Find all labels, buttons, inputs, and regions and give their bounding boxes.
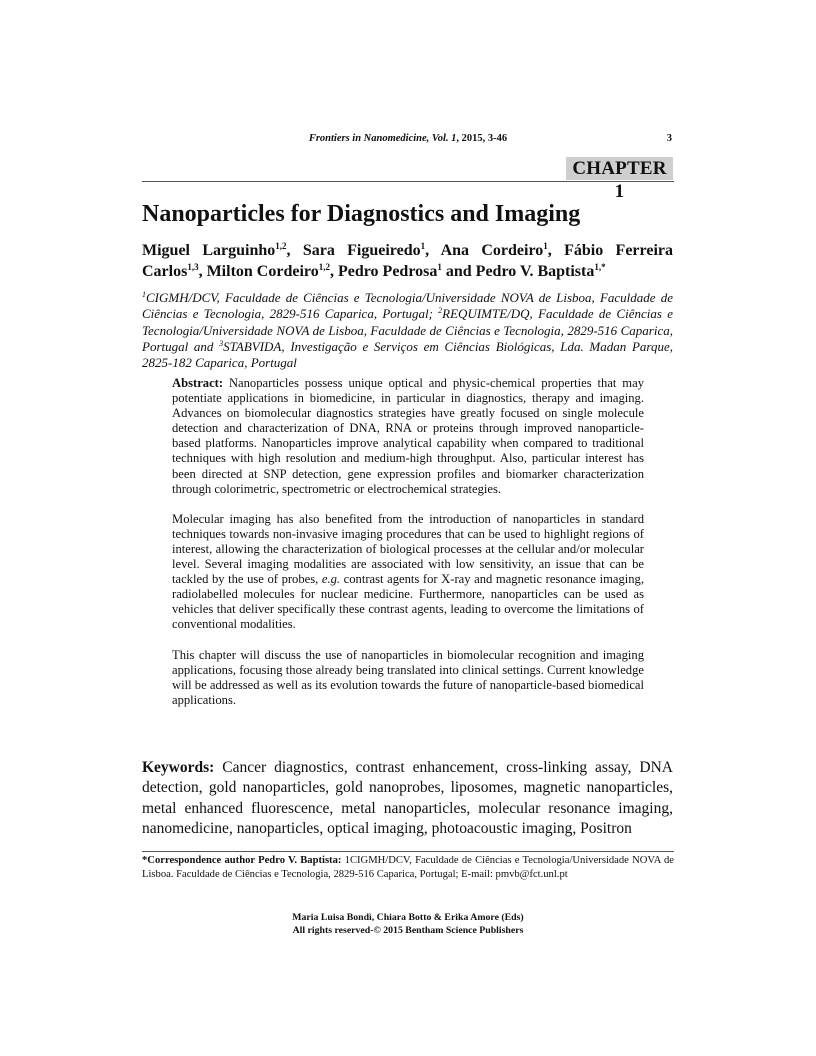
- author-separator: ,: [329, 263, 338, 280]
- keywords: [142, 758, 673, 839]
- author-affil-sup: 1: [437, 262, 442, 272]
- author-affil-sup: 1: [543, 241, 548, 251]
- abstract-text-italic: e.g.: [321, 572, 341, 587]
- header-rule: [142, 181, 674, 182]
- keywords-text: Cancer diagnostics, contrast enhancement, cross-linking assay, DNA detection, gold nanoparticles, gold nanoprobes, liposomes, magnetic nanoparticles, metal enhanced fluorescence, metal nanoparticles, molecular resonance imaging, nanomedicine, nanoparticles, optical imaging, photoacoustic imaging, Positron: [142, 759, 673, 837]
- author-separator: ,: [547, 242, 565, 259]
- author: [441, 242, 565, 259]
- author: [142, 242, 303, 259]
- abstract-paragraph: [172, 376, 644, 497]
- affiliation-sup: 3: [219, 338, 224, 348]
- affiliation: REQUIMTE/DQ, Faculdade de Ciências e Tecnologia/Universidade NOVA de Lisboa, Faculdade de Ciências e Tecnologia, 2829-516 Caparica, Portugal and: [142, 306, 673, 354]
- keywords-label: Keywords:: [142, 759, 215, 776]
- abstract-text: Nanoparticles possess unique optical and physic-chemical properties that may potentiate applications in biomedicine, in particular in diagnostics, therapy and imaging. Advances on biomolecular diagnostics strategies have greatly focused on single molecule detection and characterization of DNA, RNA or proteins through improved nanoparticle-based platforms. Nanoparticles improve analytical capability when compared to traditional techniques with high resolution and medium-high throughput. Also, particular interest has been directed at SNP detection, gene expression profiles and biomarker characterization through colorimetric, spectrometric or electrochemical strategies.: [172, 376, 644, 496]
- running-head: [142, 133, 674, 147]
- author-name: Sara Figueiredo: [302, 242, 421, 259]
- affiliation-sup: 2: [438, 306, 443, 316]
- author-affil-sup: 1: [420, 241, 426, 251]
- author-list: [142, 240, 673, 282]
- correspondence-footnote: [142, 854, 674, 882]
- author-name: Ana Cordeiro: [440, 242, 544, 259]
- journal-year-pages: , 2015, 3-46: [456, 133, 508, 144]
- affiliation-sup: 1: [142, 290, 146, 299]
- affiliation: CIGMH/DCV, Faculdade de Ciências e Tecnologia/Universidade NOVA de Lisboa, Faculdade de Ciências e Tecnologia, 2829-516 Caparica, Portugal;: [142, 290, 673, 322]
- author: [476, 263, 606, 280]
- author-separator: ,: [198, 263, 207, 280]
- footnote-label: *Correspondence author Pedro V. Baptista:: [142, 855, 342, 866]
- author-name: Miguel Larguinho: [142, 242, 276, 259]
- abstract-text: contrast agents for X-ray and magnetic resonance imaging, radiolabelled molecules for nuclear medicine. Furthermore, nanoparticles can be used as vehicles that deliver specifically these contrast agents, leading to overcome the limitations of conventional modalities.: [172, 572, 645, 632]
- imprint: [142, 911, 674, 937]
- author: [303, 242, 441, 259]
- footnote-text: 1CIGMH/DCV, Faculdade de Ciências e Tecnologia/Universidade NOVA de Lisboa. Faculdade de Ciências e Tecnologia, 2829-516 Caparica, Portugal; E-mail: pmvb@fct.unl.pt: [142, 855, 674, 880]
- journal-name: Frontiers in Nanomedicine, Vol. 1: [308, 133, 457, 144]
- chapter-label: CHAPTER 1: [566, 157, 673, 180]
- author-affil-sup: 1,3: [187, 262, 199, 272]
- abstract-text: Molecular imaging has also benefited from the introduction of nanoparticles in standard techniques towards non-invasive imaging procedures that can be used to highlight regions of interest, allowing the characterization of biological processes at the cellular and/or molecular level. Several imaging modalities are associated with low sensitivity, an issue that can be tackled by the use of probes,: [172, 511, 644, 587]
- editors-line: Maria Luisa Bondì, Chiara Botto & Erika Amore (Eds): [292, 912, 524, 923]
- author-name: Milton Cordeiro: [206, 263, 319, 280]
- footnote-rule: [142, 851, 674, 852]
- abstract-text: This chapter will discuss the use of nanoparticles in biomolecular recognition and imaging applications, focusing those already being translated into clinical settings. Current knowledge will be addressed as well as its evolution towards the future of nanoparticle-based biomedical applications.: [172, 647, 644, 707]
- author-affil-sup: 1,2: [275, 241, 287, 251]
- abstract-paragraph: [172, 648, 644, 708]
- chapter-title: Nanoparticles for Diagnostics and Imaging: [142, 201, 581, 227]
- abstract: [172, 376, 644, 723]
- abstract-paragraph: [172, 512, 644, 633]
- author-separator: and: [441, 263, 476, 280]
- affiliations: [142, 290, 673, 371]
- author-affil-sup: 1,2: [318, 262, 330, 272]
- abstract-label: Abstract:: [172, 376, 224, 390]
- copyright-line: All rights reserved-© 2015 Bentham Science Publishers: [292, 925, 524, 936]
- affiliation: STABVIDA, Investigação e Serviços em Ciências Biológicas, Lda. Madan Parque, 2825-182 Caparica, Portugal: [142, 338, 673, 371]
- author-separator: ,: [286, 242, 303, 259]
- journal-citation: [142, 133, 674, 144]
- page-number: 3: [666, 133, 672, 144]
- author-affil-sup: 1,*: [594, 262, 606, 272]
- author-name: Fábio Ferreira Carlos: [142, 242, 673, 280]
- author: [338, 263, 476, 280]
- author-separator: ,: [425, 242, 441, 259]
- author-name: Pedro Pedrosa: [337, 263, 438, 280]
- author: [207, 263, 338, 280]
- author-name: Pedro V. Baptista: [475, 263, 595, 280]
